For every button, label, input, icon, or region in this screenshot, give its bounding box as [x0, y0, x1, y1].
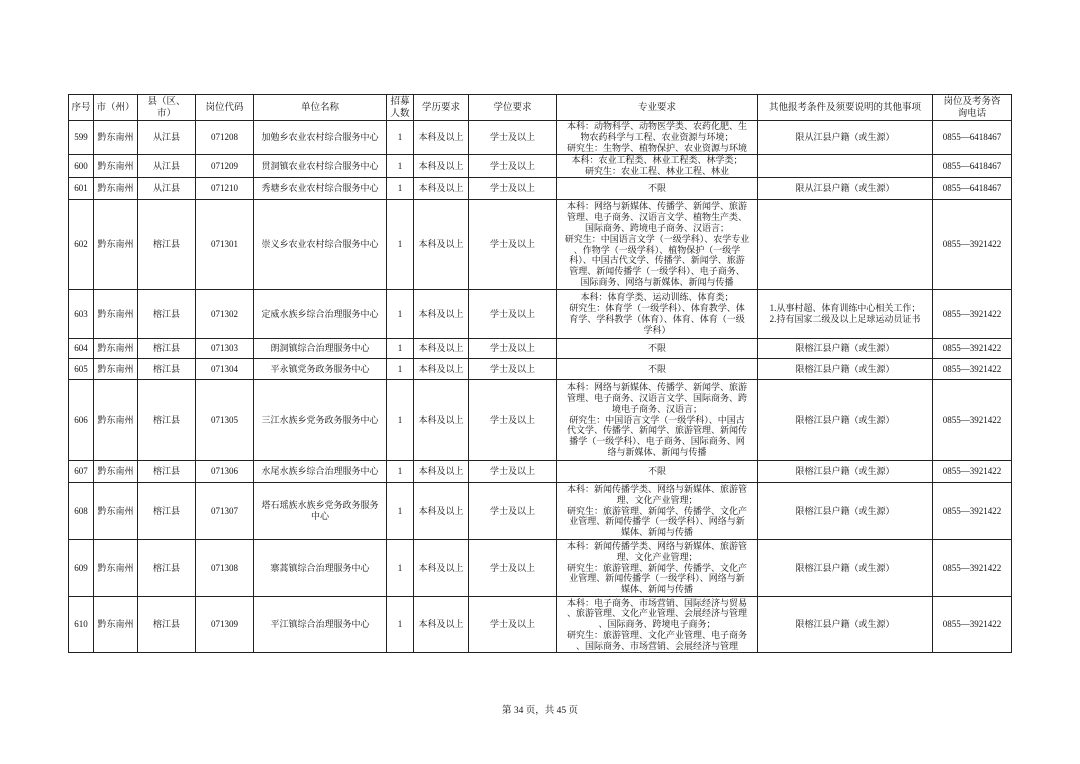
cell-recruit-count: 1	[387, 155, 414, 178]
cell-seq: 608	[69, 483, 94, 540]
header-degree: 学位要求	[469, 95, 557, 121]
cell-unit-name: 寨蒿镇综合治理服务中心	[254, 540, 387, 597]
cell-post-code: 071302	[196, 290, 254, 339]
cell-major: 本科：新闻传播学类、网络与新媒体、旅游管 理、文化产业管理； 研究生：旅游管理、新闻学、传播学、文化产 业管理、新闻传播学（一级学科）、网络与新 媒体、新闻与传播	[557, 540, 758, 597]
table-row	[69, 121, 1012, 155]
cell-city: 黔东南州	[94, 155, 138, 178]
cell-major: 本科：动物科学、动物医学类、农药化肥、生 物农药科学与工程、农业资源与环境； 研究生：生物学、植物保护、农业资源与环境	[557, 121, 758, 155]
cell-post-code: 071308	[196, 540, 254, 597]
header-major: 专业要求	[557, 95, 758, 121]
cell-phone: 0855—3921422	[933, 339, 1012, 359]
cell-degree: 学士及以上	[469, 380, 557, 461]
cell-major: 本科：网络与新媒体、传播学、新闻学、旅游 管理、电子商务、汉语言文学、国际商务、跨 境电子商务、汉语言； 研究生：中国语言文学（一级学科）、中国古 代文学、传播学、新闻学、旅游管理、新闻传 播学（一级学科）、电子商务、国际商务、网 络与新媒体、新闻与传播	[557, 380, 758, 461]
cell-unit-name: 塔石瑶族水族乡党务政务服务 中心	[254, 483, 387, 540]
cell-degree: 学士及以上	[469, 339, 557, 359]
cell-education: 本科及以上	[414, 178, 469, 200]
cell-county: 榕江县	[138, 540, 196, 597]
header-county: 县（区、 市）	[138, 95, 196, 121]
cell-city: 黔东南州	[94, 121, 138, 155]
cell-other-conditions	[758, 200, 933, 290]
cell-other-conditions: 限榕江县户籍（或生源）	[758, 540, 933, 597]
header-seq: 序号	[69, 95, 94, 121]
cell-post-code: 071209	[196, 155, 254, 178]
cell-recruit-count: 1	[387, 483, 414, 540]
cell-other-conditions	[758, 155, 933, 178]
cell-education: 本科及以上	[414, 461, 469, 483]
cell-recruit-count: 1	[387, 540, 414, 597]
cell-county: 榕江县	[138, 200, 196, 290]
cell-degree: 学士及以上	[469, 121, 557, 155]
cell-education: 本科及以上	[414, 290, 469, 339]
cell-seq: 601	[69, 178, 94, 200]
cell-education: 本科及以上	[414, 597, 469, 653]
header-city: 市（州）	[94, 95, 138, 121]
cell-degree: 学士及以上	[469, 155, 557, 178]
cell-phone: 0855—3921422	[933, 290, 1012, 339]
cell-city: 黔东南州	[94, 461, 138, 483]
other-conditions-text: 1.从事村超、体育训练中心相关工作； 2.持有国家二级及以上足球运动员证书	[769, 303, 921, 324]
table-row	[69, 597, 1012, 653]
cell-county: 榕江县	[138, 359, 196, 380]
cell-other-conditions: 限榕江县户籍（或生源）	[758, 339, 933, 359]
header-post-code: 岗位代码	[196, 95, 254, 121]
cell-city: 黔东南州	[94, 339, 138, 359]
cell-post-code: 071309	[196, 597, 254, 653]
cell-major: 不限	[557, 178, 758, 200]
cell-post-code: 071210	[196, 178, 254, 200]
cell-seq: 607	[69, 461, 94, 483]
header-education: 学历要求	[414, 95, 469, 121]
cell-post-code: 071208	[196, 121, 254, 155]
cell-other-conditions: 限榕江县户籍（或生源）	[758, 597, 933, 653]
cell-unit-name: 三江水族乡党务政务服务中心	[254, 380, 387, 461]
cell-seq: 600	[69, 155, 94, 178]
cell-degree: 学士及以上	[469, 290, 557, 339]
cell-education: 本科及以上	[414, 380, 469, 461]
cell-recruit-count: 1	[387, 597, 414, 653]
cell-city: 黔东南州	[94, 359, 138, 380]
cell-unit-name: 定威水族乡综合治理服务中心	[254, 290, 387, 339]
cell-other-conditions	[758, 290, 933, 339]
cell-seq: 604	[69, 339, 94, 359]
cell-seq: 609	[69, 540, 94, 597]
cell-major: 本科：农业工程类、林业工程类、林学类； 研究生：农业工程、林业工程、林业	[557, 155, 758, 178]
cell-seq: 610	[69, 597, 94, 653]
header-other-conditions: 其他报考条件及须要说明的其他事项	[758, 95, 933, 121]
cell-unit-name: 朗洞镇综合治理服务中心	[254, 339, 387, 359]
cell-city: 黔东南州	[94, 178, 138, 200]
table-row	[69, 200, 1012, 290]
cell-degree: 学士及以上	[469, 200, 557, 290]
cell-county: 榕江县	[138, 380, 196, 461]
cell-unit-name: 平江镇综合治理服务中心	[254, 597, 387, 653]
cell-degree: 学士及以上	[469, 540, 557, 597]
cell-degree: 学士及以上	[469, 461, 557, 483]
cell-phone: 0855—3921422	[933, 483, 1012, 540]
cell-major: 本科：体育学类、运动训练、体育类； 研究生：体育学（一级学科）、体育教学、体 育学、学科教学（体育）、体育、体育（一级 学科）	[557, 290, 758, 339]
cell-recruit-count: 1	[387, 359, 414, 380]
cell-education: 本科及以上	[414, 483, 469, 540]
cell-county: 榕江县	[138, 339, 196, 359]
cell-major: 本科：电子商务、市场营销、国际经济与贸易 、旅游管理、文化产业管理、会展经济与管理 、国际商务、跨境电子商务； 研究生：旅游管理、文化产业管理、电子商务 、国际商务、市场营销、会展经济与管理	[557, 597, 758, 653]
cell-post-code: 071306	[196, 461, 254, 483]
cell-county: 榕江县	[138, 483, 196, 540]
cell-phone: 0855—3921422	[933, 359, 1012, 380]
cell-unit-name: 平永镇党务政务服务中心	[254, 359, 387, 380]
cell-phone: 0855—3921422	[933, 200, 1012, 290]
cell-recruit-count: 1	[387, 121, 414, 155]
cell-unit-name: 贯洞镇农业农村综合服务中心	[254, 155, 387, 178]
cell-other-conditions: 限榕江县户籍（或生源）	[758, 461, 933, 483]
cell-major: 不限	[557, 461, 758, 483]
cell-other-conditions: 限榕江县户籍（或生源）	[758, 380, 933, 461]
cell-city: 黔东南州	[94, 483, 138, 540]
cell-city: 黔东南州	[94, 290, 138, 339]
table-row	[69, 155, 1012, 178]
cell-unit-name: 加勉乡农业农村综合服务中心	[254, 121, 387, 155]
cell-education: 本科及以上	[414, 359, 469, 380]
cell-major: 本科：新闻传播学类、网络与新媒体、旅游管 理、文化产业管理； 研究生：旅游管理、新闻学、传播学、文化产 业管理、新闻传播学（一级学科）、网络与新 媒体、新闻与传播	[557, 483, 758, 540]
cell-degree: 学士及以上	[469, 597, 557, 653]
cell-phone: 0855—3921422	[933, 540, 1012, 597]
cell-recruit-count: 1	[387, 290, 414, 339]
cell-education: 本科及以上	[414, 121, 469, 155]
cell-recruit-count: 1	[387, 461, 414, 483]
cell-seq: 606	[69, 380, 94, 461]
cell-post-code: 071303	[196, 339, 254, 359]
cell-city: 黔东南州	[94, 540, 138, 597]
cell-county: 从江县	[138, 155, 196, 178]
table-row	[69, 380, 1012, 461]
cell-county: 榕江县	[138, 290, 196, 339]
cell-city: 黔东南州	[94, 597, 138, 653]
cell-recruit-count: 1	[387, 178, 414, 200]
cell-other-conditions: 限从江县户籍（或生源）	[758, 121, 933, 155]
cell-post-code: 071305	[196, 380, 254, 461]
cell-degree: 学士及以上	[469, 359, 557, 380]
cell-other-conditions: 限榕江县户籍（或生源）	[758, 483, 933, 540]
cell-unit-name: 崇义乡农业农村综合服务中心	[254, 200, 387, 290]
cell-major: 本科：网络与新媒体、传播学、新闻学、旅游 管理、电子商务、汉语言文学、植物生产类、 国际商务、跨境电子商务、汉语言； 研究生：中国语言文学（一级学科）、农学专业 、作物学（一级学科）、植物保护（一级学 科）、中国古代文学、传播学、新闻学、旅游 管理、新闻传播学（一级学科）、电子商务、 国际商务、网络与新媒体、新闻与传播	[557, 200, 758, 290]
cell-degree: 学士及以上	[469, 483, 557, 540]
cell-education: 本科及以上	[414, 540, 469, 597]
cell-major: 不限	[557, 359, 758, 380]
header-recruit-count: 招募 人数	[387, 95, 414, 121]
cell-seq: 603	[69, 290, 94, 339]
cell-county: 榕江县	[138, 461, 196, 483]
table-header-row	[69, 95, 1012, 121]
cell-post-code: 071301	[196, 200, 254, 290]
cell-county: 从江县	[138, 178, 196, 200]
cell-seq: 602	[69, 200, 94, 290]
table-row	[69, 290, 1012, 339]
table-row	[69, 178, 1012, 200]
cell-city: 黔东南州	[94, 200, 138, 290]
cell-other-conditions: 限从江县户籍（或生源）	[758, 178, 933, 200]
cell-unit-name: 水尾水族乡综合治理服务中心	[254, 461, 387, 483]
cell-education: 本科及以上	[414, 155, 469, 178]
table-row	[69, 359, 1012, 380]
cell-phone: 0855—6418467	[933, 178, 1012, 200]
cell-post-code: 071307	[196, 483, 254, 540]
cell-seq: 599	[69, 121, 94, 155]
cell-major: 不限	[557, 339, 758, 359]
cell-degree: 学士及以上	[469, 178, 557, 200]
cell-education: 本科及以上	[414, 339, 469, 359]
cell-recruit-count: 1	[387, 339, 414, 359]
cell-recruit-count: 1	[387, 200, 414, 290]
cell-county: 榕江县	[138, 597, 196, 653]
table-row	[69, 483, 1012, 540]
job-posting-table	[68, 94, 1012, 653]
page-number: 第 34 页，共 45 页	[501, 706, 578, 716]
cell-city: 黔东南州	[94, 380, 138, 461]
cell-phone: 0855—6418467	[933, 155, 1012, 178]
table-row	[69, 540, 1012, 597]
cell-seq: 605	[69, 359, 94, 380]
cell-county: 从江县	[138, 121, 196, 155]
table-row	[69, 461, 1012, 483]
cell-post-code: 071304	[196, 359, 254, 380]
cell-education: 本科及以上	[414, 200, 469, 290]
cell-other-conditions: 限榕江县户籍（或生源）	[758, 359, 933, 380]
cell-phone: 0855—3921422	[933, 380, 1012, 461]
cell-phone: 0855—3921422	[933, 461, 1012, 483]
cell-unit-name: 秀塘乡农业农村综合服务中心	[254, 178, 387, 200]
cell-recruit-count: 1	[387, 380, 414, 461]
header-phone: 岗位及考务咨 询电话	[933, 95, 1012, 121]
cell-phone: 0855—3921422	[933, 597, 1012, 653]
table-row	[69, 339, 1012, 359]
header-unit-name: 单位名称	[254, 95, 387, 121]
cell-phone: 0855—6418467	[933, 121, 1012, 155]
